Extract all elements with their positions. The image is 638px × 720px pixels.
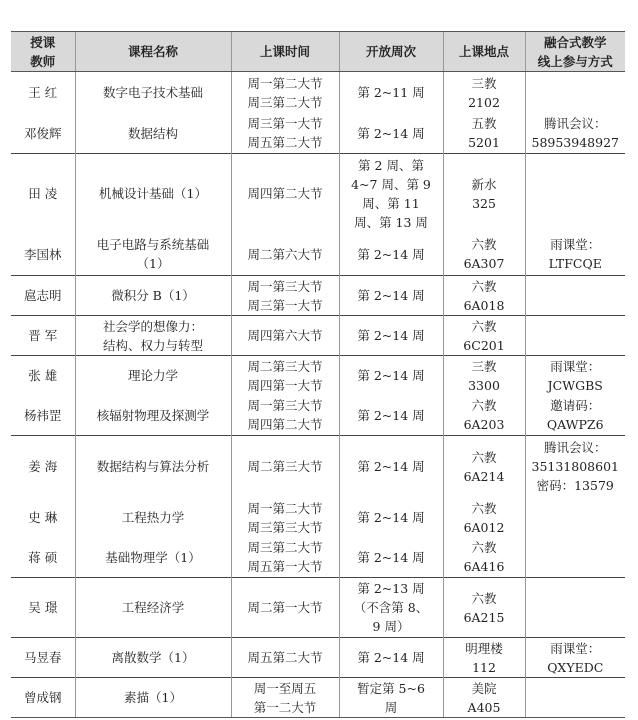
cell-course: 离散数学（1） xyxy=(75,638,231,678)
cell-location: 六教 6A215 xyxy=(443,578,525,638)
cell-weeks: 第 2~13 周 （不含第 8、 9 周） xyxy=(339,578,443,638)
cell-teacher: 姜 海 xyxy=(11,436,75,498)
cell-location: 六教 6A214 xyxy=(443,436,525,498)
cell-online xyxy=(525,538,625,578)
cell-teacher: 扈志明 xyxy=(11,276,75,316)
cell-course: 机械设计基础（1） xyxy=(75,154,231,234)
cell-location: 六教 6A012 xyxy=(443,498,525,538)
cell-location: 六教 6A307 xyxy=(443,234,525,276)
cell-location: 美院 A405 xyxy=(443,678,525,718)
header-location: 上课地点 xyxy=(443,32,525,72)
cell-course: 数字电子技术基础 xyxy=(75,72,231,114)
header-weeks: 开放周次 xyxy=(339,32,443,72)
cell-weeks: 第 2~14 周 xyxy=(339,538,443,578)
cell-time: 周四第二大节 xyxy=(231,154,339,234)
cell-weeks: 第 2~14 周 xyxy=(339,396,443,436)
cell-online: 腾讯会议： 58953948927 xyxy=(525,114,625,154)
cell-online xyxy=(525,578,625,638)
table-row xyxy=(11,356,625,396)
cell-online xyxy=(525,72,625,114)
table-row xyxy=(11,578,625,638)
cell-online: 雨课堂： LTFCQE xyxy=(525,234,625,276)
table-row xyxy=(11,114,625,154)
cell-location: 六教 6A018 xyxy=(443,276,525,316)
cell-teacher: 张 雄 xyxy=(11,356,75,396)
cell-weeks: 暂定第 5~6 周 xyxy=(339,678,443,718)
cell-teacher: 蒋 硕 xyxy=(28,549,58,565)
cell-location: 六教 6A203 xyxy=(443,396,525,436)
cell-time: 周一第二大节 周三第三大节 xyxy=(231,498,339,538)
cell-time: 周二第三大节 xyxy=(231,436,339,498)
header-course: 课程名称 xyxy=(75,32,231,72)
cell-time: 周一至周五 第一二大节 xyxy=(231,678,339,718)
cell-course: 素描（1） xyxy=(75,678,231,718)
header-online: 融合式教学 线上参与方式 xyxy=(525,32,625,72)
cell-location: 五教 5201 xyxy=(443,114,525,154)
cell-online xyxy=(525,316,625,356)
cell-online: 腾讯会议： 35131808601 密码：13579 xyxy=(525,436,625,498)
cell-time: 周三第一大节 周五第二大节 xyxy=(231,114,339,154)
cell-course: 理论力学 xyxy=(75,356,231,396)
cell-teacher: 史 琳 xyxy=(28,510,58,525)
cell-teacher: 马昱春 xyxy=(11,638,75,678)
table-row xyxy=(11,678,625,718)
cell-teacher: 邓俊辉 xyxy=(23,125,62,141)
cell-time: 周一第三大节 周三第一大节 xyxy=(231,276,339,316)
cell-course: 数据结构与算法分析 xyxy=(75,436,231,498)
cell-teacher: 王 红 xyxy=(11,72,75,114)
cell-weeks: 第 2~14 周 xyxy=(339,276,443,316)
table-row xyxy=(11,154,625,234)
cell-online xyxy=(525,498,625,538)
cell-time: 周三第二大节 周五第一大节 xyxy=(231,538,339,578)
cell-course: 微积分 B（1） xyxy=(75,276,231,316)
cell-weeks: 第 2~14 周 xyxy=(339,436,443,498)
table-row xyxy=(11,316,625,356)
cell-online xyxy=(525,154,625,234)
cell-course: 工程经济学 xyxy=(75,578,231,638)
cell-location: 三教 3300 xyxy=(443,356,525,396)
cell-online xyxy=(525,678,625,718)
table-row xyxy=(11,276,625,316)
cell-teacher: 晋 军 xyxy=(11,316,75,356)
cell-weeks: 第 2~14 周 xyxy=(339,234,443,276)
cell-course: 社会学的想像力： 结构、权力与转型 xyxy=(75,316,231,356)
cell-teacher: 田 凌 xyxy=(11,154,75,234)
table-row xyxy=(11,234,625,276)
cell-course: 电子电路与系统基础 （1） xyxy=(75,234,231,276)
cell-location: 新水 325 xyxy=(443,154,525,234)
header-row xyxy=(11,32,625,72)
table-row xyxy=(11,396,625,436)
cell-online: 雨课堂： JCWGBS xyxy=(525,356,625,396)
cell-time: 周二第三大节 周四第一大节 xyxy=(231,356,339,396)
cell-weeks: 第 2~14 周 xyxy=(339,638,443,678)
cell-course: 基础物理学（1） xyxy=(75,538,231,578)
cell-location: 六教 6A416 xyxy=(443,538,525,578)
table-row xyxy=(11,498,625,538)
table-row xyxy=(11,72,625,114)
cell-weeks: 第 2~14 周 xyxy=(339,114,443,154)
cell-course: 工程热力学 xyxy=(75,498,231,538)
cell-teacher: 曾成钢 xyxy=(11,678,75,718)
cell-online: 雨课堂： QXYEDC xyxy=(525,638,625,678)
table-row xyxy=(11,638,625,678)
cell-weeks: 第 2~14 周 xyxy=(339,498,443,538)
cell-course: 核辐射物理及探测学 xyxy=(75,396,231,436)
cell-course: 数据结构 xyxy=(75,114,231,154)
cell-time: 周一第二大节 周三第二大节 xyxy=(231,72,339,114)
cell-online: 邀请码： QAWPZ6 xyxy=(525,396,625,436)
header-teacher: 授课 教师 xyxy=(11,32,75,72)
cell-location: 三教 2102 xyxy=(443,72,525,114)
cell-time: 周四第六大节 xyxy=(231,316,339,356)
cell-teacher: 李国林 xyxy=(23,246,62,262)
cell-time: 周五第二大节 xyxy=(231,638,339,678)
cell-weeks: 第 2~11 周 xyxy=(339,72,443,114)
cell-teacher: 吴 璟 xyxy=(11,578,75,638)
cell-online xyxy=(525,276,625,316)
cell-time: 周二第六大节 xyxy=(231,234,339,276)
cell-time: 周二第一大节 xyxy=(231,578,339,638)
cell-weeks: 第 2 周、第 4~7 周、第 9 周、第 11 周、第 13 周 xyxy=(339,154,443,234)
cell-weeks: 第 2~14 周 xyxy=(339,316,443,356)
cell-time: 周一第三大节 周四第二大节 xyxy=(231,396,339,436)
cell-weeks: 第 2~14 周 xyxy=(339,356,443,396)
table-row xyxy=(11,436,625,498)
table-row xyxy=(11,538,625,578)
cell-location: 六教 6C201 xyxy=(443,316,525,356)
cell-teacher: 杨祎罡 xyxy=(23,407,62,423)
cell-location: 明理楼 112 xyxy=(443,638,525,678)
course-schedule-table xyxy=(11,31,625,718)
header-time: 上课时间 xyxy=(231,32,339,72)
